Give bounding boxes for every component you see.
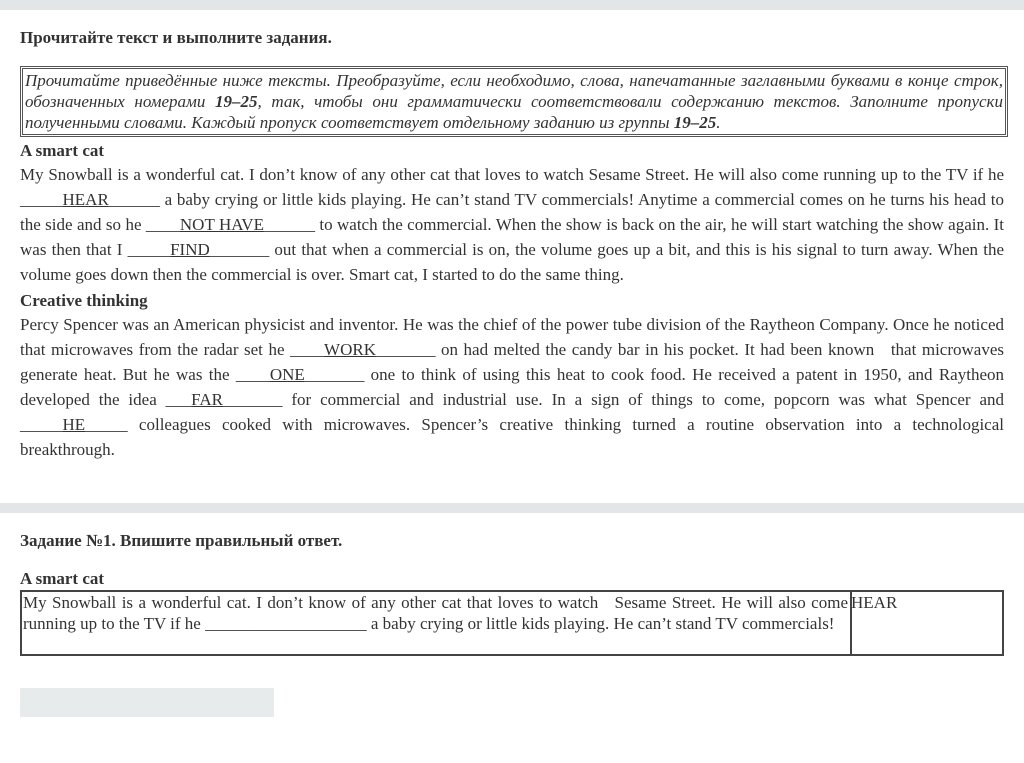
text2-sentence: one to think of using this heat to cook food. He received a patent in 1950, and Raytheon developed the idea — [20, 365, 1004, 409]
gap-word-he: HE — [62, 415, 86, 434]
task-title: Задание №1. Впишите правильный ответ. — [20, 531, 343, 550]
answer-input-placeholder[interactable] — [20, 688, 274, 717]
task-table — [20, 590, 1004, 656]
gap-line: ____ — [290, 340, 325, 359]
top-divider-bar — [0, 0, 1024, 10]
text1-heading: A smart cat — [20, 141, 105, 160]
gap-line: _____ — [20, 415, 63, 434]
gap-line: _______ — [304, 365, 365, 384]
text1-sentence: out that when a commercial is on, the volume goes up a bit, and this is his signal to turn away. When the volume goes down then the commercial is over. Smart cat, I started to do the same thing. — [20, 240, 1004, 284]
gap-line: ____ — [235, 365, 270, 384]
text2-paragraph — [20, 312, 1009, 462]
instructions-box — [20, 66, 1008, 137]
task-text-part1: My Snowball is a wonderful cat. I don’t know of any other cat that loves to watch Sesame Street. He will also come running up to the TV if he — [23, 593, 853, 633]
gap-line: _______ — [375, 340, 436, 359]
gap-line: _____ — [85, 415, 128, 434]
task-answer-cell — [852, 592, 1002, 654]
task-blank: ___________________ — [205, 614, 367, 633]
instructions-range-1: 19–25 — [215, 92, 258, 111]
text2-sentence: Percy Spencer was an American physicist and inventor. He was the chief of the power tube division of the Raytheon Company. Once he noticed that microwaves from the radar set he — [20, 315, 1004, 359]
text2-sentence: on had melted the candy bar in his pocket. It had been known that microwaves generate heat. But he was the — [20, 340, 1009, 384]
instructions-text-2: , так, чтобы они грамматически соответствовали содержанию текстов. Заполните пропуски полученными словами. Каждый пропуск соответствует отдельному заданию из группы — [25, 92, 1003, 132]
gap-line: _____ — [127, 240, 171, 259]
gap-word-far: FAR — [191, 390, 223, 409]
text2-sentence: for commercial and industrial use. In a sign of things to come, popcorn was what Spencer and — [282, 390, 1004, 409]
text1-paragraph — [20, 162, 1004, 287]
gap-line: ____ — [145, 215, 180, 234]
gap-word-work: WORK — [324, 340, 376, 359]
text1-sentence: a baby crying or little kids playing. He can’t stand TV commercials! Anytime a commercial comes on he turns his head to the side and so he — [20, 190, 1004, 234]
text1-sentence: My Snowball is a wonderful cat. I don’t know of any other cat that loves to watch Sesame Street. He will also come running up to the TV if he — [20, 165, 1004, 184]
gap-line: ___ — [165, 390, 192, 409]
section-divider-bar — [0, 503, 1024, 513]
task-text-cell — [22, 592, 852, 654]
gap-line: _______ — [209, 240, 270, 259]
instructions-text-1: Прочитайте приведённые ниже тексты. Преобразуйте, если необходимо, слова, напечатанные заглавными буквами в конце строк, обозначенных номерами — [25, 71, 1003, 111]
gap-word-find: FIND — [170, 240, 210, 259]
text2-sentence: colleagues cooked with microwaves. Spencer’s creative thinking turned a routine observation into a technological breakthrough. — [20, 415, 1004, 459]
task-text-part2: a baby crying or little kids playing. He can’t stand TV commercials! — [366, 614, 835, 633]
gap-word-hear: HEAR — [62, 190, 109, 209]
gap-line: ______ — [263, 215, 315, 234]
page-title: Прочитайте текст и выполните задания. — [20, 28, 332, 47]
instructions-range-2: 19–25 — [673, 113, 717, 132]
task-answer-word: HEAR — [851, 593, 898, 612]
gap-line: _____ — [20, 190, 63, 209]
instructions-text-3: . — [716, 113, 721, 132]
task-subheading: A smart cat — [20, 569, 105, 588]
gap-line: _______ — [222, 390, 283, 409]
gap-line: ______ — [108, 190, 160, 209]
gap-word-not-have: NOT HAVE — [179, 215, 264, 234]
gap-word-one: ONE — [269, 365, 305, 384]
text2-heading: Creative thinking — [20, 291, 148, 310]
text1-sentence: to watch the commercial. When the show is back on the air, he will start watching the show again. It was then that I — [20, 215, 1004, 259]
